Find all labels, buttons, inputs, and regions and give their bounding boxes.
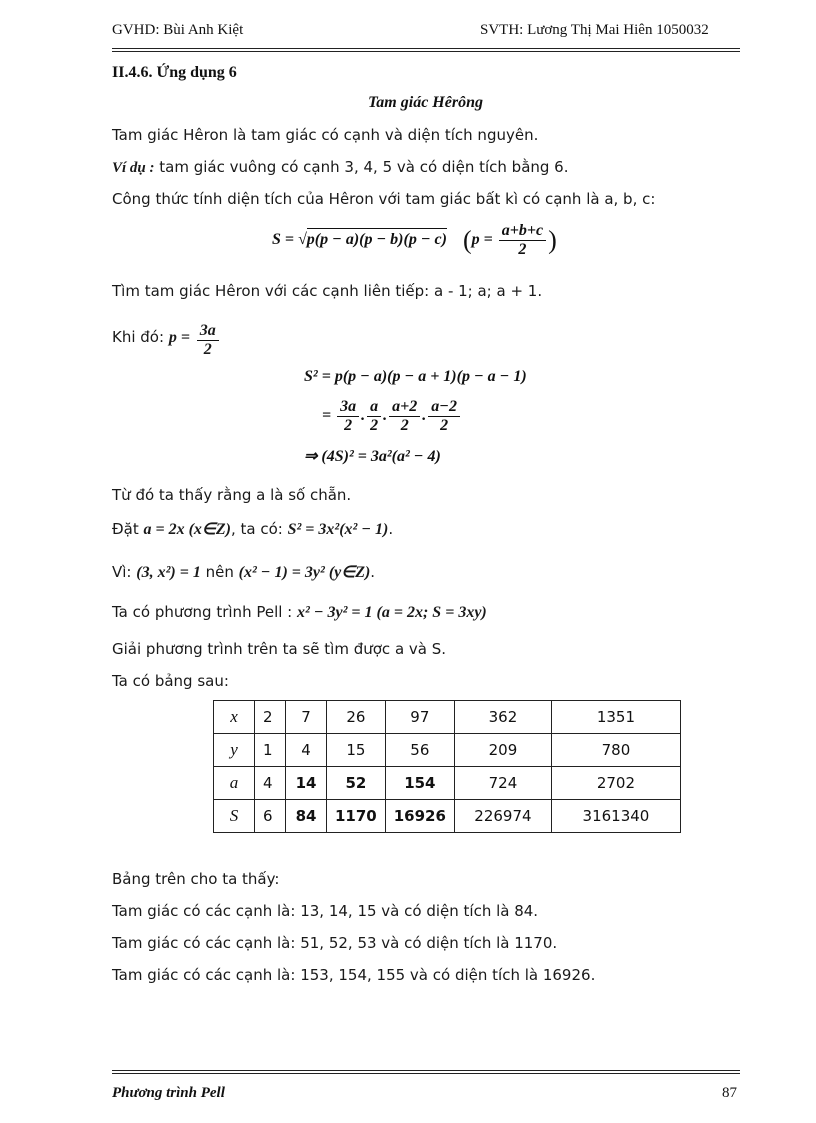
- row-label: a: [214, 767, 255, 800]
- table-cell: 97: [385, 701, 454, 734]
- substitution-line: Đặt a = 2x (x∈Z), ta có: S² = 3x²(x² − 1).: [112, 520, 394, 538]
- table-cell: 226974: [454, 800, 551, 833]
- table-cell: 26: [327, 701, 386, 734]
- summary-line: Bảng trên cho ta thấy:: [112, 870, 280, 888]
- example-line: [112, 158, 569, 177]
- result-line-1: Tam giác có các cạnh là: 13, 14, 15 và có diện tích là 84.: [112, 902, 539, 920]
- table-cell: 154: [385, 767, 454, 800]
- table-cell: 209: [454, 734, 551, 767]
- example-text: tam giác vuông có cạnh 3, 4, 5 và có diện tích bằng 6.: [154, 158, 569, 176]
- table-cell: 15: [327, 734, 386, 767]
- section-title: II.4.6. Ứng dụng 6: [112, 64, 237, 81]
- table-cell: 6: [255, 800, 286, 833]
- table-cell: 1170: [327, 800, 386, 833]
- pell-line: Ta có phương trình Pell : x² − 3y² = 1 (a = 2x; S = 3xy): [112, 603, 487, 621]
- dat-prefix: Đặt: [112, 520, 139, 538]
- heron-formula: S = √p(p − a)(p − b)(p − c) (p = $\frac{a+b+c}{2}$ ): [272, 222, 557, 258]
- khi-do-label: Khi đó:: [112, 328, 165, 346]
- table-cell: 4: [286, 734, 327, 767]
- table-cell: 4: [255, 767, 286, 800]
- table-row: [214, 800, 681, 833]
- table-cell: 84: [286, 800, 327, 833]
- table-cell: 16926: [385, 800, 454, 833]
- table-cell: 724: [454, 767, 551, 800]
- header-rule-top: [112, 48, 740, 49]
- table-cell: 56: [385, 734, 454, 767]
- table-cell: 780: [551, 734, 680, 767]
- example-label: Ví dụ :: [112, 160, 155, 176]
- row-label: y: [214, 734, 255, 767]
- table-cell: 1351: [551, 701, 680, 734]
- even-line: Từ đó ta thấy rằng a là số chẵn.: [112, 486, 352, 504]
- row-label: x: [214, 701, 255, 734]
- table-row: [214, 767, 681, 800]
- derivation-step-3: ⇒ (4S)² = 3a²(a² − 4): [304, 448, 441, 465]
- table-intro-line: Ta có bảng sau:: [112, 672, 229, 690]
- table-row: [214, 734, 681, 767]
- footer-rule-top: [112, 1070, 740, 1071]
- footer-title: Phương trình Pell: [112, 1085, 225, 1101]
- consecutive-sides-line: Tìm tam giác Hêron với các cạnh liên tiếp: a - 1; a; a + 1.: [112, 282, 543, 300]
- page-number: 87: [722, 1085, 737, 1101]
- table-cell: 2: [255, 701, 286, 734]
- pell-prefix: Ta có phương trình Pell :: [112, 603, 293, 621]
- header-rule-bottom: [112, 51, 740, 52]
- definition-line: Tam giác Hêron là tam giác có cạnh và diện tích nguyên.: [112, 126, 539, 144]
- derivation-step-2: = $\frac{3a}{2}$ . $\frac{a}{2}$ . $\frac{a+2}{2}$ . $\frac{a-2}{2}$: [322, 398, 462, 435]
- header-student: SVTH: Lương Thị Mai Hiên 1050032: [480, 22, 709, 38]
- section-subtitle: Tam giác Hêrông: [368, 94, 483, 111]
- vi-mid: nên: [205, 563, 234, 581]
- table-row: [214, 701, 681, 734]
- gcd-line: Vì: (3, x²) = 1 nên (x² − 1) = 3y² (y∈Z).: [112, 563, 376, 581]
- table-cell: 14: [286, 767, 327, 800]
- footer-rule-bottom: [112, 1073, 740, 1074]
- table-cell: 52: [327, 767, 386, 800]
- solve-line: Giải phương trình trên ta sẽ tìm được a và S.: [112, 640, 447, 658]
- table-cell: 7: [286, 701, 327, 734]
- header-instructor: GVHD: Bùi Anh Kiệt: [112, 22, 244, 38]
- row-label: S: [214, 800, 255, 833]
- table-cell: 3161340: [551, 800, 680, 833]
- derivation-step-1: S² = p(p − a)(p − a + 1)(p − a − 1): [304, 368, 527, 385]
- vi-prefix: Vì:: [112, 563, 132, 581]
- khi-do-line: Khi đó: p = $\frac{3a}{2}$: [112, 322, 221, 359]
- dat-mid: , ta có:: [230, 520, 283, 538]
- solutions-table: [213, 700, 681, 833]
- result-line-2: Tam giác có các cạnh là: 51, 52, 53 và có diện tích là 1170.: [112, 934, 558, 952]
- result-line-3: Tam giác có các cạnh là: 153, 154, 155 và có diện tích là 16926.: [112, 966, 596, 984]
- table-cell: 362: [454, 701, 551, 734]
- formula-intro-line: Công thức tính diện tích của Hêron với tam giác bất kì có cạnh là a, b, c:: [112, 190, 656, 208]
- table-cell: 1: [255, 734, 286, 767]
- table-cell: 2702: [551, 767, 680, 800]
